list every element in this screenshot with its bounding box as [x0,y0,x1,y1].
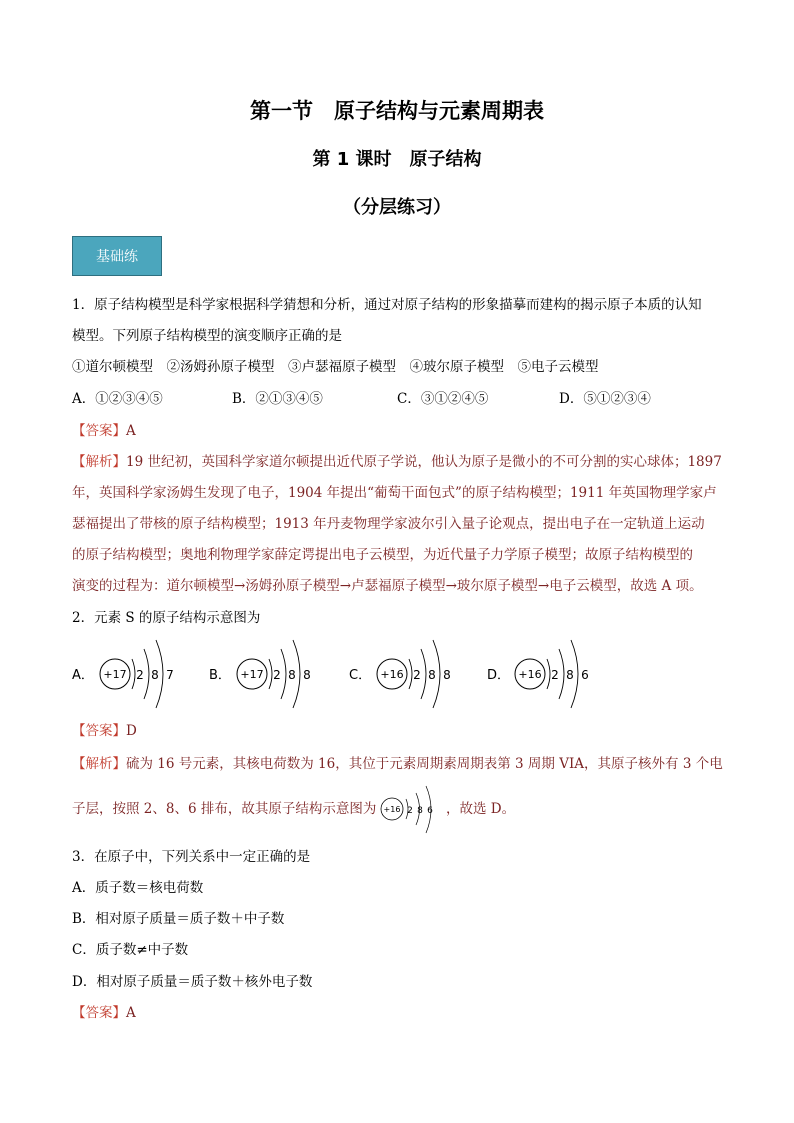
q3-option-b: B．相对原子质量＝质子数＋中子数 [72,911,285,927]
shell-count: 6 [427,806,433,816]
q2-analysis-line2-start: 子层，按照 2、8、6 排布，故其原子结构示意图为 [72,801,377,817]
lesson-subtitle: 第 1 课时 原子结构 [312,149,482,170]
q2-option-d [487,640,589,708]
answer-value: A [126,423,136,439]
shell-count: 7 [166,668,174,682]
q3-stem: 3．在原子中，下列关系中一定正确的是 [72,849,311,865]
q1-answer [72,422,136,440]
answer-tag: 【答案】 [72,723,126,739]
q1-analysis-line1 [72,453,722,471]
nucleus-charge: +16 [518,668,542,681]
q1-analysis-line5: 演变的过程为：道尔顿模型→汤姆孙原子模型→卢瑟福原子模型→玻尔原子模型→电子云模型，故选 A 项。 [72,578,703,594]
section-badge: 基础练 [72,236,162,276]
shell-count: 8 [417,806,423,816]
nucleus-charge: +17 [103,668,127,681]
q1-analysis-line4: 的原子结构模型；奥地利物理学家薛定谔提出电子云模型，为近代量子力学原子模型；故原子结构模型的 [72,547,693,563]
q1-option-d: D．⑤①②③④ [559,391,651,407]
q1-option-c: C．③①②④⑤ [397,391,489,407]
q1-option-a: A．①②③④⑤ [72,391,163,407]
shell-count: 8 [428,668,436,682]
nucleus-charge: +16 [380,668,404,681]
q3-answer [72,1004,136,1022]
q1-stem-line2: 模型。下列原子结构模型的演变顺序正确的是 [72,328,342,344]
analysis-tag: 【解析】 [72,756,126,772]
q1-analysis-line3: 瑟福提出了带核的原子结构模型；1913 年丹麦物理学家波尔引入量子论观点，提出电子在一定轨道上运动 [72,516,705,532]
q3-option-a: A．质子数＝核电荷数 [72,880,204,896]
nucleus-charge: +17 [240,668,264,681]
q2-option-b [209,640,311,708]
option-letter: D． [487,668,511,683]
shell-count: 2 [273,668,281,682]
page-title: 第一节 原子结构与元素周期表 [250,99,544,123]
q1-analysis-line2: 年，英国科学家汤姆生发现了电子，1904 年提出“葡萄干面包式”的原子结构模型；1911 年英国物理学家卢 [72,485,717,501]
q3-option-d: D．相对原子质量＝质子数＋核外电子数 [72,974,313,990]
q1-stem-line1: 1．原子结构模型是科学家根据科学猜想和分析，通过对原子结构的形象描摹而建构的揭示原子本质的认知 [72,297,702,313]
q2-option-a [72,640,174,708]
analysis-text: 19 世纪初，英国科学家道尔顿提出近代原子学说，他认为原子是微小的不可分割的实心球体；1897 [126,454,722,470]
analysis-tag: 【解析】 [72,454,126,470]
q2-analysis-line1 [72,755,723,773]
q2-analysis-line2-end: ，故选 D。 [446,801,516,817]
shell-count: 2 [136,668,144,682]
shell-count: 8 [151,668,159,682]
shell-count: 8 [303,668,311,682]
shell-count: 2 [413,668,421,682]
q2-options-diagrams [70,632,710,716]
q3-option-c: C．质子数≠中子数 [72,942,189,958]
inline-sulfur-diagram [380,783,442,839]
answer-value: A [126,1005,136,1021]
practice-label: （分层练习） [343,197,451,218]
answer-value: D [126,723,137,739]
answer-tag: 【答案】 [72,423,126,439]
nucleus-charge: +16 [383,805,401,814]
shell-count: 8 [288,668,296,682]
option-letter: A． [72,668,94,683]
shell-count: 2 [551,668,559,682]
answer-tag: 【答案】 [72,1005,126,1021]
analysis-text: 硫为 16 号元素，其核电荷数为 16，其位于元素周期素周期表第 3 周期 VIA，其原子核外有 3 个电 [126,756,723,772]
shell-count: 8 [443,668,451,682]
option-letter: B． [209,668,231,683]
q2-stem: 2．元素 S 的原子结构示意图为 [72,610,261,626]
option-letter: C． [349,668,372,683]
q1-option-b: B．②①③④⑤ [232,391,323,407]
q1-items: ①道尔顿模型 ②汤姆孙原子模型 ③卢瑟福原子模型 ④玻尔原子模型 ⑤电子云模型 [72,359,599,375]
shell-count: 6 [581,668,589,682]
q2-option-c [349,640,451,708]
shell-count: 2 [407,806,413,816]
shell-count: 8 [566,668,574,682]
q2-answer [72,722,137,740]
